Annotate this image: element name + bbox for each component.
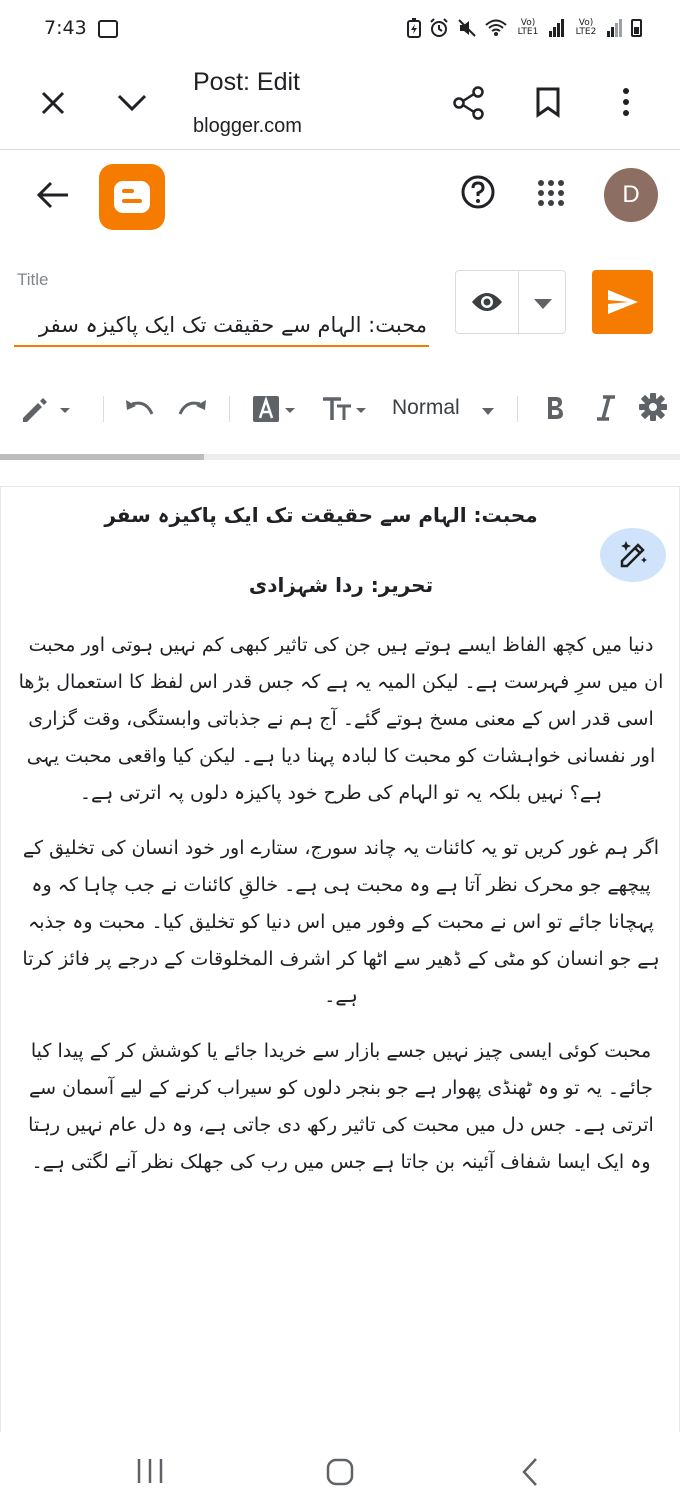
load-progress-bar — [0, 454, 680, 460]
signal-icon-2 — [607, 19, 623, 37]
italic-icon[interactable] — [596, 394, 616, 422]
more-vert-icon[interactable] — [620, 86, 632, 118]
bookmark-icon[interactable] — [534, 86, 562, 118]
post-author: تحریر: ردا شہزادی — [248, 573, 434, 597]
back-arrow-icon[interactable] — [36, 180, 70, 210]
post-body[interactable] — [17, 495, 665, 1181]
font-size-icon[interactable] — [322, 396, 368, 422]
alarm-icon — [429, 18, 449, 38]
signal-icon-1 — [549, 19, 565, 37]
status-icons — [407, 18, 642, 38]
apps-grid-icon[interactable] — [536, 178, 566, 208]
mute-icon — [457, 18, 477, 38]
battery-icon — [631, 19, 642, 37]
format-toolbar — [0, 380, 680, 440]
browser-toolbar — [0, 60, 680, 150]
publish-button[interactable] — [592, 270, 653, 334]
toolbar-divider — [517, 396, 518, 422]
preview-button[interactable] — [455, 270, 566, 334]
edit-mode-icon[interactable] — [20, 394, 72, 424]
battery-saver-icon — [407, 18, 421, 38]
send-icon — [607, 289, 639, 315]
chevron-down-icon[interactable] — [116, 92, 148, 114]
paragraph: محبت کوئی ایسی چیز نہیں جسے بازار سے خریدا جائے یا کوشش کر کے پیدا کیا جائے۔ یہ تو وہ ٹھنڈی پھوار ہے جو بنجر دلوں کو سیراب کرنے کے لیے آسمان سے اترتی ہے۔ جس دل میں محبت کی تاثیر رکھ دی جاتی ہے، وہ دل عام نہیں رہتا وہ ایک ایسا شفاف آئینہ بن جاتا ہے جس میں رب کی جھلک نظر آنے لگتی ہے۔ — [28, 1040, 654, 1173]
toolbar-divider — [229, 396, 230, 422]
magic-pen-icon — [617, 537, 651, 571]
toolbar-divider — [103, 396, 104, 422]
share-icon[interactable] — [452, 86, 486, 120]
gallery-notification-icon — [98, 20, 118, 38]
wifi-icon — [485, 18, 507, 38]
settings-gear-icon[interactable] — [638, 392, 668, 422]
blogger-header — [0, 152, 680, 240]
home-icon[interactable] — [326, 1458, 354, 1486]
eye-icon[interactable] — [471, 290, 503, 314]
post-heading: محبت: الہام سے حقیقت تک ایک پاکیزہ سفر — [104, 503, 538, 527]
status-time: 7:43 — [44, 17, 87, 39]
title-label: Title — [17, 270, 49, 289]
avatar[interactable]: D — [604, 168, 658, 222]
page-title: Post: Edit — [193, 68, 300, 96]
paragraph: دنیا میں کچھ الفاظ ایسے ہوتے ہیں جن کی تاثیر کبھی کم نہیں ہوتی اور محبت ان میں سرِ فہرست ہے۔ لیکن المیہ یہ ہے کہ جس قدر اس لفظ کا استعمال بڑھا اسی قدر اس کے معنی مسخ ہوتے گئے۔ آج ہم نے جذباتی وابستگی، وقت گزاری اور نفسانی خواہشات کو محبت کا لبادہ پہنا دیا ہے۔ لیکن کیا واقعی محبت یہی ہے؟ نہیں بلکہ یہ تو الہام کی طرح خود پاکیزہ دلوں پہ اترتی ہے۔ — [18, 634, 664, 804]
blogger-logo[interactable] — [99, 164, 165, 230]
system-navigation-bar — [0, 1432, 680, 1511]
preview-dropdown-icon[interactable] — [534, 299, 552, 309]
page-url: blogger.com — [193, 115, 302, 137]
paragraph-style-dropdown-icon[interactable] — [482, 408, 494, 415]
ai-assist-button[interactable] — [600, 528, 667, 582]
back-nav-icon[interactable] — [520, 1457, 540, 1487]
close-icon[interactable] — [38, 88, 68, 118]
sim1-label: Vo) LTE1 — [517, 18, 539, 37]
post-body-editor[interactable] — [0, 486, 680, 1432]
paragraph: اگر ہم غور کریں تو یہ کائنات یہ چاند سورج، ستارے اور خود انسان کی تخلیق کے پیچھے جو محرک نظر آتا ہے وہ محبت ہی ہے۔ خالقِ کائنات نے جب چاہا کہ وہ پہچانا جائے تو اس نے محبت کے وفور میں اس دنیا کو تخلیق کیا۔ محبت وہ جذبہ ہے جو انسان کو مٹی کے ڈھیر سے اٹھا کر اشرف المخلوقات کے درجے پر فائز کرتا ہے۔ — [22, 837, 660, 1007]
paragraph-style-select[interactable]: Normal — [392, 396, 460, 419]
help-icon[interactable] — [460, 174, 496, 210]
recent-apps-icon[interactable] — [136, 1458, 164, 1484]
redo-icon[interactable] — [176, 398, 208, 420]
sim2-label: Vo) LTE2 — [575, 18, 597, 37]
text-color-icon[interactable] — [252, 394, 298, 424]
title-input[interactable] — [14, 305, 429, 347]
bold-icon[interactable] — [544, 394, 566, 422]
load-progress-fill — [0, 454, 204, 460]
status-bar — [0, 0, 680, 60]
undo-icon[interactable] — [124, 398, 156, 420]
